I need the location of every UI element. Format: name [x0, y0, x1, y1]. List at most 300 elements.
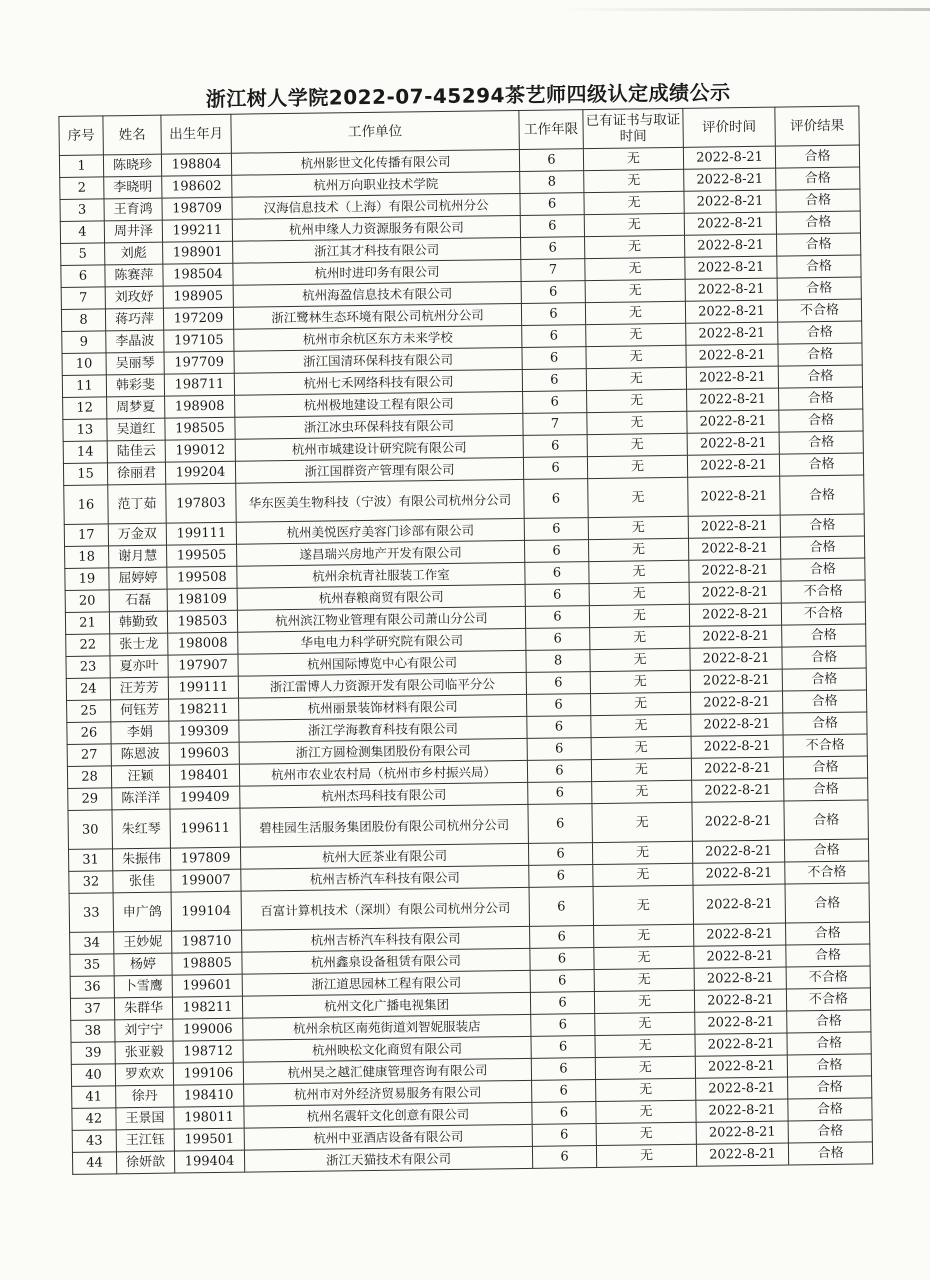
cell-birth: 198711 [164, 373, 234, 396]
cell-seq: 6 [61, 265, 105, 288]
cell-years: 6 [529, 865, 593, 888]
cell-years: 6 [525, 562, 589, 585]
cell-result: 不合格 [786, 966, 870, 989]
cell-result: 合格 [779, 387, 863, 410]
cell-birth: 198805 [172, 952, 242, 975]
cell-seq: 12 [63, 397, 107, 420]
cell-seq: 8 [61, 309, 105, 332]
cell-result: 合格 [784, 839, 868, 862]
cell-eval-time: 2022-8-21 [684, 168, 776, 191]
cell-cert: 无 [594, 924, 694, 947]
cell-result: 合格 [779, 409, 863, 432]
cell-seq: 23 [66, 656, 110, 679]
cell-cert: 无 [585, 301, 685, 324]
cell-result: 合格 [777, 233, 861, 256]
cell-seq: 27 [67, 744, 111, 767]
cell-eval-time: 2022-8-21 [696, 1143, 788, 1166]
cell-eval-time: 2022-8-21 [694, 945, 786, 968]
cell-result: 合格 [780, 536, 864, 559]
page-title: 浙江树人学院2022-07-45294茶艺师四级认定成绩公示 [205, 80, 731, 112]
cell-unit: 杭州余杭青社服装工作室 [237, 562, 525, 588]
cell-years: 6 [531, 1036, 595, 1059]
cell-eval-time: 2022-8-21 [690, 625, 782, 648]
cell-cert: 无 [596, 1100, 696, 1123]
cell-unit: 浙江道思园林工程有限公司 [242, 970, 530, 996]
cell-eval-time: 2022-8-21 [692, 801, 785, 841]
cell-unit: 百富计算机技术（深圳）有限公司杭州分公司 [241, 887, 529, 930]
cell-eval-time: 2022-8-21 [689, 559, 781, 582]
cell-name: 刘彪 [105, 242, 163, 265]
cell-eval-time: 2022-8-21 [686, 366, 778, 389]
cell-cert: 无 [595, 1034, 695, 1057]
cell-seq: 9 [62, 331, 106, 354]
cell-seq: 19 [65, 568, 109, 591]
cell-name: 范丁茹 [108, 484, 167, 524]
cell-seq: 32 [69, 871, 113, 894]
cell-birth: 199111 [168, 676, 238, 699]
cell-eval-time: 2022-8-21 [683, 146, 775, 169]
cell-cert: 无 [593, 863, 693, 886]
results-table [58, 106, 873, 1175]
cell-seq: 31 [68, 849, 112, 872]
cell-result: 合格 [779, 453, 863, 476]
cell-birth: 199006 [173, 1018, 243, 1041]
cell-cert: 无 [595, 1056, 695, 1079]
cell-eval-time: 2022-8-21 [696, 1077, 788, 1100]
cell-result: 合格 [775, 145, 859, 168]
cell-cert: 无 [587, 411, 687, 434]
header-years: 工作年限 [519, 110, 584, 150]
cell-seq: 3 [60, 199, 104, 222]
cell-eval-time: 2022-8-21 [687, 410, 779, 433]
cell-eval-time: 2022-8-21 [694, 989, 786, 1012]
cell-seq: 2 [60, 177, 104, 200]
cell-eval-time: 2022-8-21 [686, 344, 778, 367]
cell-result: 合格 [778, 321, 862, 344]
cell-seq: 10 [62, 353, 106, 376]
cell-unit: 杭州大匠茶业有限公司 [240, 843, 528, 869]
cell-result: 合格 [787, 1054, 871, 1077]
cell-birth: 199505 [167, 544, 237, 567]
cell-unit: 浙江鹭林生态环境有限公司杭州分公司 [233, 303, 521, 329]
cell-birth: 198011 [174, 1106, 244, 1129]
cell-name: 何钰芳 [111, 699, 169, 722]
cell-unit: 杭州国际博览中心有限公司 [238, 650, 526, 676]
cell-seq: 33 [69, 893, 114, 933]
cell-birth: 199409 [170, 786, 240, 809]
cell-result: 不合格 [785, 861, 869, 884]
cell-unit: 杭州吴之越汇健康管理咨询有限公司 [243, 1058, 531, 1084]
cell-birth: 199404 [174, 1150, 244, 1173]
cell-name: 陈赛萍 [105, 264, 163, 287]
cell-unit: 杭州影世文化传播有限公司 [231, 149, 519, 175]
cell-cert: 无 [590, 670, 690, 693]
cell-result: 合格 [787, 1032, 871, 1055]
cell-result: 合格 [786, 922, 870, 945]
cell-years: 6 [522, 369, 586, 392]
cell-seq: 34 [70, 932, 114, 955]
cell-result: 合格 [783, 712, 867, 735]
cell-years: 6 [530, 926, 594, 949]
cell-years: 6 [532, 1124, 596, 1147]
cell-cert: 无 [586, 367, 686, 390]
cell-name: 张佳 [113, 870, 171, 893]
cell-birth: 199104 [171, 891, 242, 931]
cell-years: 6 [523, 457, 587, 480]
cell-result: 不合格 [783, 734, 867, 757]
cell-birth: 198712 [173, 1040, 243, 1063]
cell-eval-time: 2022-8-21 [695, 1055, 787, 1078]
cell-result: 合格 [786, 944, 870, 967]
scan-edge-shadow [560, 8, 930, 11]
cell-seq: 21 [65, 612, 109, 635]
cell-name: 王妙妮 [114, 931, 172, 954]
cell-seq: 20 [65, 590, 109, 613]
cell-birth: 198410 [174, 1084, 244, 1107]
cell-unit: 杭州杰玛科技有限公司 [240, 782, 528, 808]
cell-name: 韩勤致 [109, 611, 167, 634]
cell-unit: 杭州名震轩文化创意有限公司 [244, 1102, 532, 1128]
cell-seq: 41 [72, 1086, 116, 1109]
cell-years: 6 [528, 843, 592, 866]
cell-unit: 杭州万向职业技术学院 [232, 171, 520, 197]
cell-cert: 无 [588, 477, 689, 517]
cell-birth: 198211 [169, 698, 239, 721]
cell-unit: 浙江国清环保科技有限公司 [234, 347, 522, 373]
cell-seq: 26 [67, 722, 111, 745]
cell-seq: 35 [70, 954, 114, 977]
cell-birth: 198505 [165, 417, 235, 440]
cell-eval-time: 2022-8-21 [688, 537, 780, 560]
cell-birth: 199611 [170, 808, 241, 848]
cell-eval-time: 2022-8-21 [684, 190, 776, 213]
cell-unit: 浙江方圆检测集团股份有限公司 [239, 738, 527, 764]
cell-name: 张亚毅 [115, 1041, 173, 1064]
cell-eval-time: 2022-8-21 [689, 581, 781, 604]
cell-cert: 无 [596, 1122, 696, 1145]
cell-seq: 7 [61, 287, 105, 310]
cell-years: 6 [524, 479, 589, 519]
cell-unit: 浙江天猫技术有限公司 [244, 1146, 532, 1172]
cell-cert: 无 [589, 582, 689, 605]
cell-birth: 199007 [171, 869, 241, 892]
cell-eval-time: 2022-8-21 [692, 840, 784, 863]
cell-result: 合格 [784, 778, 868, 801]
cell-eval-time: 2022-8-21 [688, 476, 781, 516]
cell-unit: 杭州滨江物业管理有限公司萧山分公司 [237, 606, 525, 632]
cell-birth: 199508 [167, 566, 237, 589]
cell-years: 6 [531, 1058, 595, 1081]
header-unit: 工作单位 [231, 110, 519, 153]
cell-birth: 198211 [172, 996, 242, 1019]
document-sheet [58, 76, 872, 1175]
cell-years: 8 [526, 650, 590, 673]
cell-name: 王育鸿 [104, 198, 162, 221]
cell-unit: 杭州七禾网络科技有限公司 [234, 369, 522, 395]
cell-name: 王江钰 [116, 1129, 174, 1152]
cell-result: 合格 [788, 1120, 872, 1143]
cell-result: 合格 [788, 1098, 872, 1121]
cell-seq: 4 [60, 221, 104, 244]
cell-unit: 杭州余杭区南苑街道刘智妮服装店 [243, 1014, 531, 1040]
cell-birth: 198602 [162, 175, 232, 198]
cell-result: 合格 [778, 343, 862, 366]
cell-years: 6 [521, 303, 585, 326]
cell-eval-time: 2022-8-21 [685, 278, 777, 301]
cell-years: 6 [524, 518, 588, 541]
cell-eval-time: 2022-8-21 [685, 256, 777, 279]
cell-unit: 浙江国群资产管理有限公司 [235, 457, 523, 483]
cell-result: 合格 [781, 558, 865, 581]
cell-name: 吴道红 [107, 418, 165, 441]
cell-name: 万金双 [108, 523, 166, 546]
cell-eval-time: 2022-8-21 [694, 923, 786, 946]
cell-cert: 无 [595, 1012, 695, 1035]
cell-unit: 汉海信息技术（上海）有限公司杭州分公 [232, 193, 520, 219]
cell-seq: 5 [61, 243, 105, 266]
cell-name: 朱群华 [114, 997, 172, 1020]
cell-seq: 42 [72, 1108, 116, 1131]
header-result: 评价结果 [775, 106, 860, 146]
cell-name: 徐丹 [116, 1085, 174, 1108]
cell-seq: 30 [68, 810, 113, 850]
cell-eval-time: 2022-8-21 [693, 862, 785, 885]
cell-cert: 无 [586, 323, 686, 346]
cell-cert: 无 [592, 841, 692, 864]
cell-seq: 44 [72, 1152, 116, 1175]
cell-eval-time: 2022-8-21 [696, 1099, 788, 1122]
cell-birth: 198908 [165, 395, 235, 418]
cell-result: 合格 [782, 624, 866, 647]
cell-unit: 杭州市城建设计研究院有限公司 [235, 435, 523, 461]
cell-name: 蒋巧萍 [105, 308, 163, 331]
cell-years: 6 [525, 584, 589, 607]
cell-years: 6 [522, 347, 586, 370]
cell-cert: 无 [591, 736, 691, 759]
cell-years: 7 [523, 413, 587, 436]
header-eval-time: 评价时间 [683, 107, 776, 147]
cell-years: 7 [521, 259, 585, 282]
cell-cert: 无 [591, 714, 691, 737]
cell-result: 合格 [782, 668, 866, 691]
cell-cert: 无 [587, 455, 687, 478]
cell-years: 6 [530, 948, 594, 971]
cell-name: 周梦夏 [107, 396, 165, 419]
cell-result: 合格 [782, 690, 866, 713]
cell-years: 6 [525, 606, 589, 629]
cell-seq: 1 [59, 155, 103, 178]
cell-birth: 198905 [163, 285, 233, 308]
cell-result: 合格 [777, 277, 861, 300]
cell-result: 不合格 [781, 602, 865, 625]
cell-birth: 197105 [164, 329, 234, 352]
cell-cert: 无 [587, 433, 687, 456]
cell-birth: 199501 [174, 1128, 244, 1151]
cell-years: 6 [526, 628, 590, 651]
cell-birth: 199106 [173, 1062, 243, 1085]
cell-birth: 197809 [170, 847, 240, 870]
cell-result: 合格 [776, 189, 860, 212]
cell-cert: 无 [592, 780, 692, 803]
cell-result: 合格 [784, 800, 869, 840]
cell-cert: 无 [591, 758, 691, 781]
cell-name: 陈恩波 [111, 743, 169, 766]
cell-birth: 199309 [169, 720, 239, 743]
cell-seq: 18 [65, 546, 109, 569]
cell-cert: 无 [588, 538, 688, 561]
cell-eval-time: 2022-8-21 [691, 735, 783, 758]
cell-eval-time: 2022-8-21 [690, 691, 782, 714]
cell-seq: 43 [72, 1130, 116, 1153]
cell-name: 王景国 [116, 1107, 174, 1130]
cell-seq: 39 [71, 1042, 115, 1065]
cell-unit: 浙江其才科技有限公司 [233, 237, 521, 263]
cell-name: 汪颖 [111, 765, 169, 788]
cell-result: 合格 [780, 514, 864, 537]
cell-unit: 杭州时进印务有限公司 [233, 259, 521, 285]
cell-name: 陆佳云 [107, 440, 165, 463]
cell-years: 6 [527, 760, 591, 783]
cell-name: 卜雪鹰 [114, 975, 172, 998]
cell-eval-time: 2022-8-21 [694, 967, 786, 990]
cell-seq: 16 [64, 485, 109, 525]
cell-result: 不合格 [781, 580, 865, 603]
cell-seq: 36 [70, 976, 114, 999]
cell-years: 6 [523, 391, 587, 414]
cell-years: 8 [520, 171, 584, 194]
cell-seq: 37 [70, 998, 114, 1021]
cell-eval-time: 2022-8-21 [687, 388, 779, 411]
cell-name: 罗欢欢 [115, 1063, 173, 1086]
cell-eval-time: 2022-8-21 [686, 322, 778, 345]
cell-name: 周井泽 [104, 220, 162, 243]
cell-cert: 无 [594, 990, 694, 1013]
cell-birth: 198401 [169, 764, 239, 787]
cell-result: 合格 [780, 475, 865, 515]
cell-name: 刘宁宁 [115, 1019, 173, 1042]
cell-years: 6 [531, 1014, 595, 1037]
cell-result: 合格 [783, 756, 867, 779]
cell-name: 韩彩斐 [106, 374, 164, 397]
cell-cert: 无 [590, 692, 690, 715]
cell-eval-time: 2022-8-21 [691, 757, 783, 780]
cell-name: 刘玫妤 [105, 286, 163, 309]
cell-cert: 无 [587, 389, 687, 412]
cell-years: 6 [532, 1146, 596, 1169]
cell-birth: 198804 [161, 153, 231, 176]
cell-eval-time: 2022-8-21 [693, 884, 786, 924]
cell-seq: 15 [63, 463, 107, 486]
cell-years: 6 [522, 325, 586, 348]
cell-name: 徐妍歆 [116, 1151, 174, 1174]
cell-name: 陈洋洋 [112, 787, 170, 810]
cell-cert: 无 [590, 626, 690, 649]
cell-name: 申广鸽 [113, 892, 172, 932]
cell-cert: 无 [584, 169, 684, 192]
cell-unit: 杭州丽景装饰材料有限公司 [239, 694, 527, 720]
cell-unit: 华电电力科学研究院有限公司 [238, 628, 526, 654]
cell-years: 6 [532, 1102, 596, 1125]
cell-unit: 杭州申缘人力资源服务有限公司 [232, 215, 520, 241]
cell-seq: 11 [62, 375, 106, 398]
cell-unit: 杭州映松文化商贸有限公司 [243, 1036, 531, 1062]
cell-seq: 24 [66, 678, 110, 701]
cell-name: 谢月慧 [109, 545, 167, 568]
cell-eval-time: 2022-8-21 [690, 669, 782, 692]
cell-birth: 198504 [163, 263, 233, 286]
cell-birth: 198901 [163, 241, 233, 264]
cell-unit: 浙江冰虫环保科技有限公司 [235, 413, 523, 439]
cell-cert: 无 [594, 968, 694, 991]
cell-years: 6 [519, 149, 583, 172]
cell-unit: 遂昌瑞兴房地产开发有限公司 [237, 540, 525, 566]
cell-unit: 杭州市农业农村局（杭州市乡村振兴局） [239, 760, 527, 786]
cell-result: 不合格 [786, 988, 870, 1011]
cell-name: 李娟 [111, 721, 169, 744]
cell-birth: 199211 [162, 219, 232, 242]
cell-seq: 29 [68, 788, 112, 811]
cell-years: 6 [530, 970, 594, 993]
cell-cert: 无 [594, 946, 694, 969]
cell-years: 6 [527, 716, 591, 739]
cell-seq: 14 [63, 441, 107, 464]
cell-years: 6 [521, 237, 585, 260]
cell-eval-time: 2022-8-21 [695, 1011, 787, 1034]
cell-unit: 杭州海盈信息技术有限公司 [233, 281, 521, 307]
cell-unit: 杭州市对外经济贸易服务有限公司 [244, 1080, 532, 1106]
cell-eval-time: 2022-8-21 [696, 1121, 788, 1144]
table-body [59, 145, 872, 1174]
cell-result: 合格 [788, 1076, 872, 1099]
cell-result: 合格 [778, 365, 862, 388]
cell-years: 6 [523, 435, 587, 458]
cell-unit: 浙江学海教育科技有限公司 [239, 716, 527, 742]
cell-unit: 杭州市余杭区东方未来学校 [234, 325, 522, 351]
cell-result: 合格 [785, 883, 870, 923]
cell-seq: 28 [67, 766, 111, 789]
cell-result: 合格 [782, 646, 866, 669]
cell-name: 石磊 [109, 589, 167, 612]
cell-unit: 杭州极地建设工程有限公司 [235, 391, 523, 417]
cell-unit: 杭州春粮商贸有限公司 [237, 584, 525, 610]
cell-years: 6 [528, 804, 593, 844]
cell-cert: 无 [583, 147, 683, 170]
cell-unit: 杭州吉桥汽车科技有限公司 [242, 926, 530, 952]
cell-seq: 25 [67, 700, 111, 723]
cell-birth: 198709 [162, 197, 232, 220]
cell-result: 合格 [787, 1010, 871, 1033]
cell-name: 朱振伟 [112, 848, 170, 871]
cell-unit: 浙江雷博人力资源开发有限公司临平分公 [238, 672, 526, 698]
cell-cert: 无 [590, 648, 690, 671]
cell-birth: 198503 [167, 610, 237, 633]
header-birth: 出生年月 [161, 114, 232, 154]
cell-result: 合格 [777, 255, 861, 278]
cell-years: 6 [529, 887, 594, 927]
cell-unit: 杭州文化广播电视集团 [242, 992, 530, 1018]
cell-birth: 199601 [172, 974, 242, 997]
cell-years: 6 [520, 215, 584, 238]
cell-birth: 199204 [165, 461, 235, 484]
cell-unit: 杭州鑫泉设备租赁有限公司 [242, 948, 530, 974]
cell-eval-time: 2022-8-21 [692, 779, 784, 802]
cell-cert: 无 [593, 885, 694, 925]
cell-unit: 碧桂园生活服务集团股份有限公司杭州分公司 [240, 804, 528, 847]
cell-seq: 17 [64, 524, 108, 547]
cell-years: 6 [526, 672, 590, 695]
cell-eval-time: 2022-8-21 [687, 454, 779, 477]
cell-birth: 197209 [163, 307, 233, 330]
